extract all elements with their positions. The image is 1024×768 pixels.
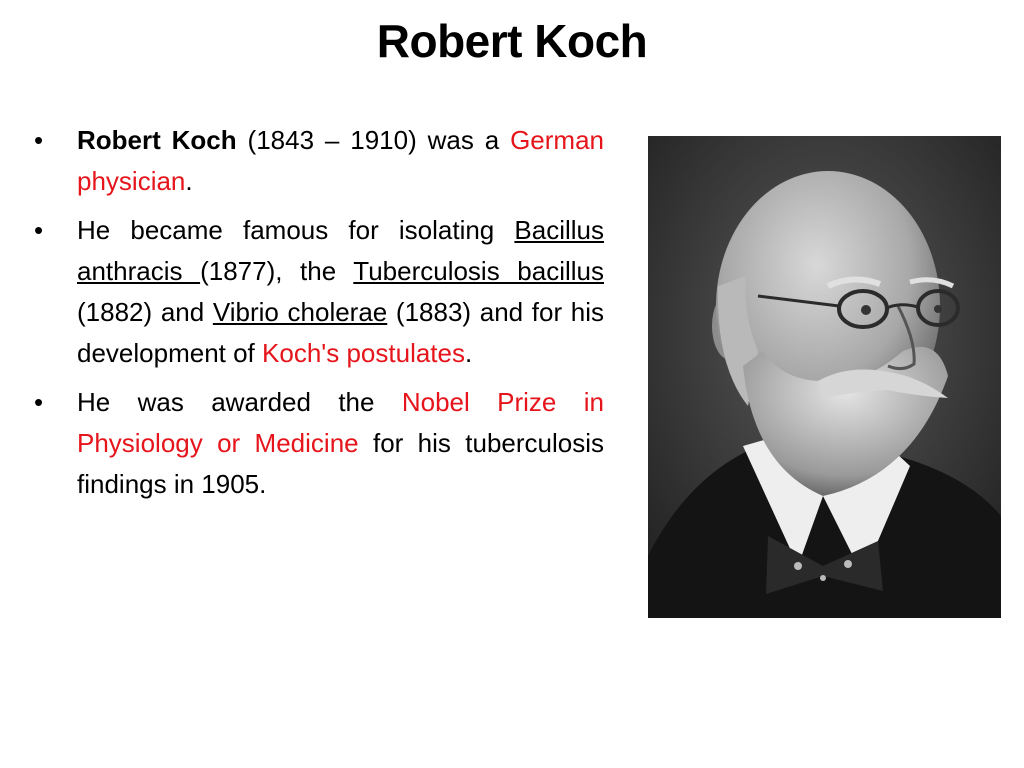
discoveries-intro: He became famous for isolating bbox=[77, 215, 515, 245]
sentence-end: . bbox=[465, 338, 473, 368]
discoveries-middle: (1883) and for his development of bbox=[77, 297, 605, 368]
portrait-photo bbox=[648, 136, 1001, 618]
bullet-item-birth bbox=[34, 120, 604, 202]
profession-highlight: German physician bbox=[77, 125, 604, 196]
year-1877: (1877), the bbox=[200, 256, 354, 286]
sentence-end: . bbox=[185, 166, 193, 196]
bullet-item-nobel bbox=[34, 382, 604, 505]
organism-anthracis: Bacillus anthracis bbox=[77, 215, 604, 286]
bullet-marker: • bbox=[34, 387, 44, 417]
bullet-list bbox=[34, 120, 604, 513]
koch-name: Robert Koch bbox=[77, 125, 237, 155]
organism-cholerae: Vibrio cholerae bbox=[212, 297, 388, 327]
portrait-illustration bbox=[648, 136, 1001, 618]
life-dates: (1843 – 1910) was a bbox=[236, 125, 511, 155]
nobel-intro: He was awarded the bbox=[77, 387, 402, 417]
bullet-item-discoveries bbox=[34, 210, 604, 374]
bullet-marker: • bbox=[34, 215, 44, 245]
slide-title: Robert Koch bbox=[376, 15, 648, 67]
nobel-end: for his tuberculosis findings in 1905. bbox=[77, 428, 605, 499]
nobel-prize-highlight: Nobel Prize in Physiology or Medicine bbox=[77, 387, 604, 458]
organism-tuberculosis: Tuberculosis bacillus bbox=[353, 256, 604, 286]
bullet-marker: • bbox=[34, 125, 44, 155]
postulates-highlight: Koch's postulates bbox=[262, 338, 465, 368]
year-1882: (1882) and bbox=[77, 297, 213, 327]
